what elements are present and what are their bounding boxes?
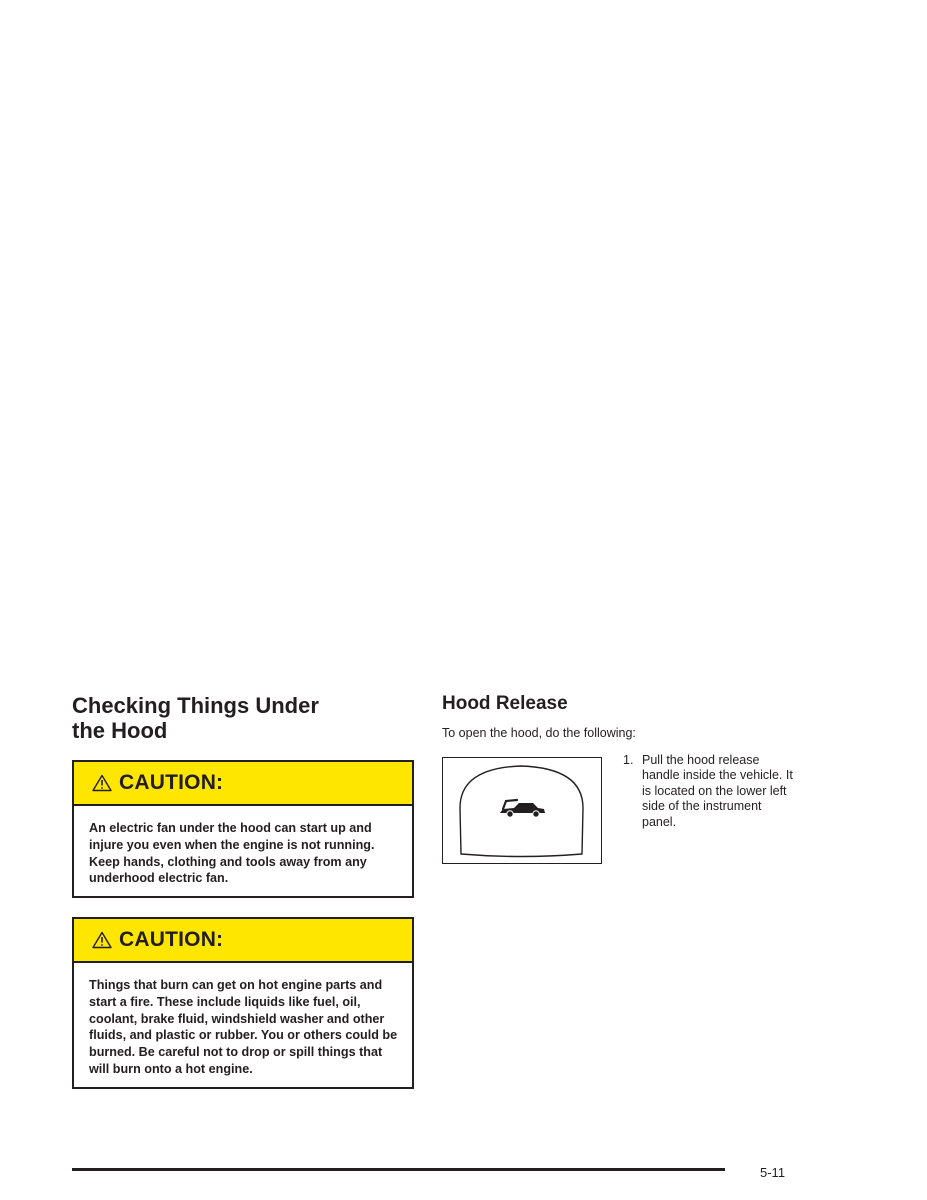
section-title-line1: Checking Things Under — [72, 693, 319, 718]
warning-triangle-icon — [92, 774, 112, 792]
warning-triangle-icon — [92, 931, 112, 949]
step-item — [623, 753, 793, 830]
step-number: 1. — [623, 753, 634, 767]
page-number: 5-11 — [760, 1165, 786, 1180]
hood-release-car-icon — [443, 758, 600, 862]
caution-box-fire — [72, 917, 414, 1089]
hood-release-title: Hood Release — [442, 693, 568, 714]
caution-text: Things that burn can get on hot engine parts and start a fire. These include liquids like fuel, oil, coolant, brake fluid, windshield washer and other fluids, and plastic or rubber. You or others could be burned. Be careful not to drop or spill things that will burn onto a hot engine. — [89, 978, 398, 1076]
caution-label: CAUTION: — [119, 771, 224, 794]
hood-release-figure — [442, 757, 602, 864]
caution-text: An electric fan under the hood can start up and injure you even when the engine is not running. Keep hands, clothing and tools away from any underhood electric fan. — [89, 821, 375, 886]
caution-label: CAUTION: — [119, 928, 224, 951]
step-text: Pull the hood release handle inside the vehicle. It is located on the lower left side of the instrument panel. — [642, 753, 793, 829]
caution-header — [74, 762, 412, 806]
caution-header — [74, 919, 412, 963]
footer-rule — [72, 1168, 725, 1171]
caution-box-fan — [72, 760, 414, 898]
section-title-line2: the Hood — [72, 718, 168, 743]
section-title — [72, 693, 392, 743]
hood-release-intro: To open the hood, do the following: — [442, 726, 636, 740]
